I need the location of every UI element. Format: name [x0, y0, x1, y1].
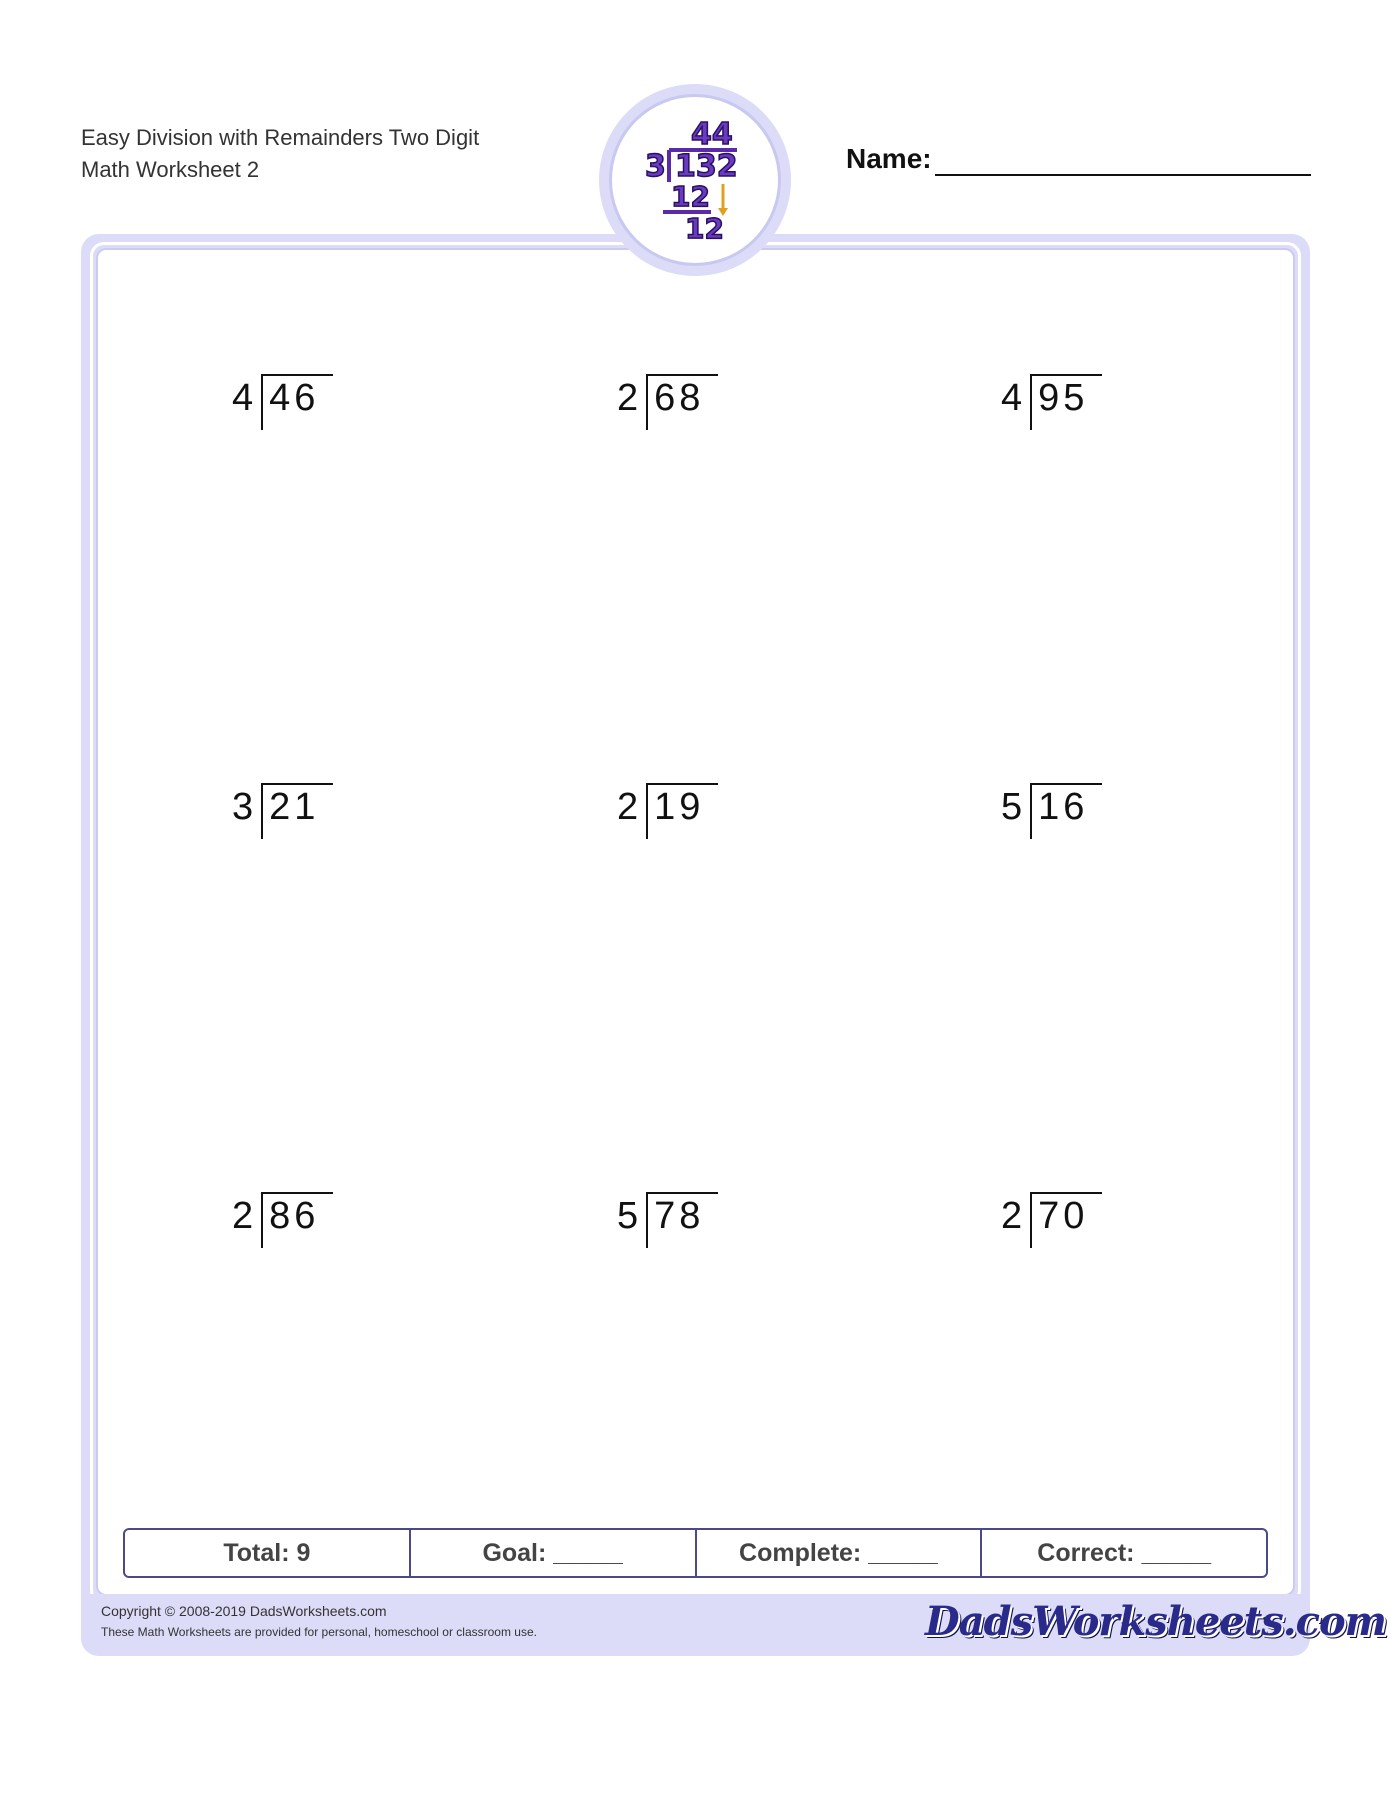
title-line-1: Easy Division with Remainders Two Digit	[81, 125, 480, 150]
divisor: 5	[617, 1195, 643, 1237]
dividend: 95	[1030, 377, 1102, 420]
divisor: 3	[232, 786, 258, 828]
name-input-line[interactable]	[935, 174, 1311, 176]
problem-4	[232, 786, 333, 829]
copyright-text: Copyright © 2008-2019 DadsWorksheets.com	[101, 1603, 387, 1619]
logo-step-1: 12	[671, 180, 710, 213]
problem-9	[1001, 1195, 1102, 1238]
problem-8	[617, 1195, 718, 1238]
problem-5	[617, 786, 718, 829]
usage-text: These Math Worksheets are provided for personal, homeschool or classroom use.	[101, 1625, 537, 1639]
logo-dividend: 132	[675, 149, 738, 184]
brand-logo[interactable]: DadsWorksheets.com	[925, 1598, 1387, 1645]
divisor: 4	[1001, 377, 1027, 419]
logo-divisor: 3	[645, 149, 666, 184]
problem-2	[617, 377, 718, 420]
dividend: 46	[261, 377, 333, 420]
divisor: 2	[617, 377, 643, 419]
dividend: 19	[646, 786, 718, 829]
problem-1	[232, 377, 333, 420]
worksheet-title	[81, 122, 479, 186]
problem-7	[232, 1195, 333, 1238]
title-line-2: Math Worksheet 2	[81, 157, 260, 182]
worksheet-body	[96, 248, 1295, 1596]
score-correct[interactable]: Correct: _____	[1037, 1538, 1211, 1567]
dividend: 86	[261, 1195, 333, 1238]
name-label: Name:	[846, 143, 932, 174]
score-complete[interactable]: Complete: _____	[697, 1530, 983, 1576]
score-goal[interactable]: Goal: _____	[411, 1530, 697, 1576]
problem-6	[1001, 786, 1102, 829]
dividend: 21	[261, 786, 333, 829]
dividend: 78	[646, 1195, 718, 1238]
problem-3	[1001, 377, 1102, 420]
score-bar	[123, 1528, 1268, 1578]
dividend: 68	[646, 377, 718, 420]
divisor: 2	[1001, 1195, 1027, 1237]
dividend: 70	[1030, 1195, 1102, 1238]
logo-quotient: 44	[691, 117, 733, 152]
score-total: Total: 9	[125, 1530, 411, 1576]
divisor: 2	[232, 1195, 258, 1237]
long-division-icon	[619, 104, 771, 256]
logo-step-2: 12	[685, 212, 724, 245]
divisor: 2	[617, 786, 643, 828]
divisor: 5	[1001, 786, 1027, 828]
divisor: 4	[232, 377, 258, 419]
dividend: 16	[1030, 786, 1102, 829]
